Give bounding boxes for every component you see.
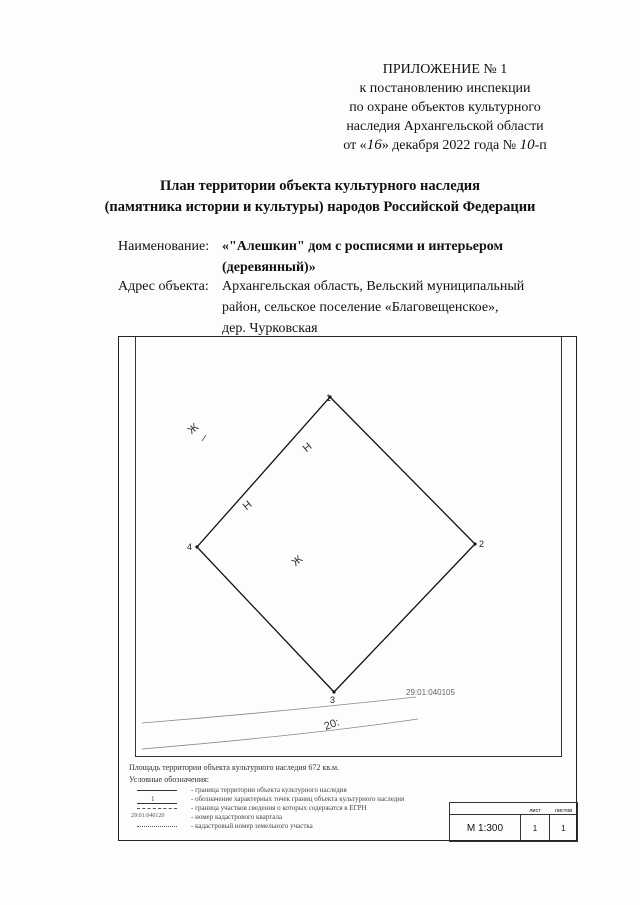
address-value: Архангельская область, Вельский муниципальный район, сельское поселение «Благовещенское», дер. Чурковская xyxy=(222,279,525,336)
legend-row: - кадастровый номер земельного участка xyxy=(129,822,439,831)
sheet-value: 1 xyxy=(532,823,538,833)
handwritten-day: 16 xyxy=(366,137,382,153)
boundary-point-2 xyxy=(473,542,476,545)
handwritten-number: 10 xyxy=(519,137,535,153)
zone-label-outside: Ж xyxy=(185,421,202,437)
appendix-header xyxy=(300,60,590,155)
cadastral-number-label: 29:01:040105 xyxy=(406,688,455,697)
appendix-title: ПРИЛОЖЕНИЕ № 1 xyxy=(382,62,508,77)
title-line-2: (памятника истории и культуры) народов Российской Федерации xyxy=(104,199,536,215)
legend-row: - граница территории объекта культурного наследия xyxy=(129,786,439,795)
title-line-1: План территории объекта культурного наследия xyxy=(159,178,480,194)
point-label-4: 4 xyxy=(187,542,193,552)
edge-label-2: Н xyxy=(240,498,255,513)
heritage-boundary xyxy=(197,397,475,692)
edge-label-1: Н xyxy=(300,440,315,455)
boundary-point-3 xyxy=(332,690,335,693)
legend-symbol-cadastral xyxy=(129,822,179,831)
road-label: 20: xyxy=(322,716,342,733)
document-title xyxy=(40,176,600,218)
sheets-label: листов xyxy=(554,808,573,814)
legend xyxy=(129,786,439,831)
zone-label-inside: Ж xyxy=(289,553,306,569)
appendix-line-4: наследия Архангельской области xyxy=(346,119,544,134)
legend-symbol-boundary xyxy=(129,786,179,795)
area-text: Площадь территории объекта культурного наследия 672 кв.м. xyxy=(129,763,340,772)
point-label-2: 2 xyxy=(479,539,485,549)
legend-row: 1 - обозначение характерных точек границ объекта культурного наследия xyxy=(129,795,439,804)
scale: М 1:300 xyxy=(450,815,521,841)
name-label: Наименование: xyxy=(118,239,210,254)
appendix-date-line: от «16» декабря 2022 года № 10-п xyxy=(343,137,547,153)
plan-map xyxy=(136,337,563,757)
tick-mark xyxy=(202,435,206,441)
point-label-3: 3 xyxy=(330,695,336,705)
plan-frame xyxy=(118,336,577,841)
title-block xyxy=(449,802,578,842)
point-label-1: 1 xyxy=(326,393,332,403)
legend-title: Условные обозначения: xyxy=(129,775,210,784)
address-label: Адрес объекта: xyxy=(118,279,209,294)
boundary-point-4 xyxy=(195,545,198,548)
legend-row: - граница участков сведения о которых содержатся в ЕГРН xyxy=(129,804,439,813)
road-edge-upper xyxy=(142,697,416,723)
legend-row: 29:01:040120 - номер кадастрового квартала xyxy=(131,813,283,821)
road-edge-lower xyxy=(142,719,418,749)
appendix-line-2: к постановлению инспекции xyxy=(359,81,531,96)
legend-symbol-point: 1 xyxy=(129,795,179,804)
sheet-label: лист xyxy=(529,808,541,814)
legend-symbol-egrn xyxy=(129,804,179,813)
appendix-line-3: по охране объектов культурного xyxy=(349,100,541,115)
name-value: «"Алешкин" дом с росписями и интерьером (деревянный)» xyxy=(222,239,504,275)
map-area xyxy=(135,337,562,757)
sheets-value: 1 xyxy=(561,823,566,833)
legend-symbol-quarter: 29:01:040120 xyxy=(131,813,165,819)
